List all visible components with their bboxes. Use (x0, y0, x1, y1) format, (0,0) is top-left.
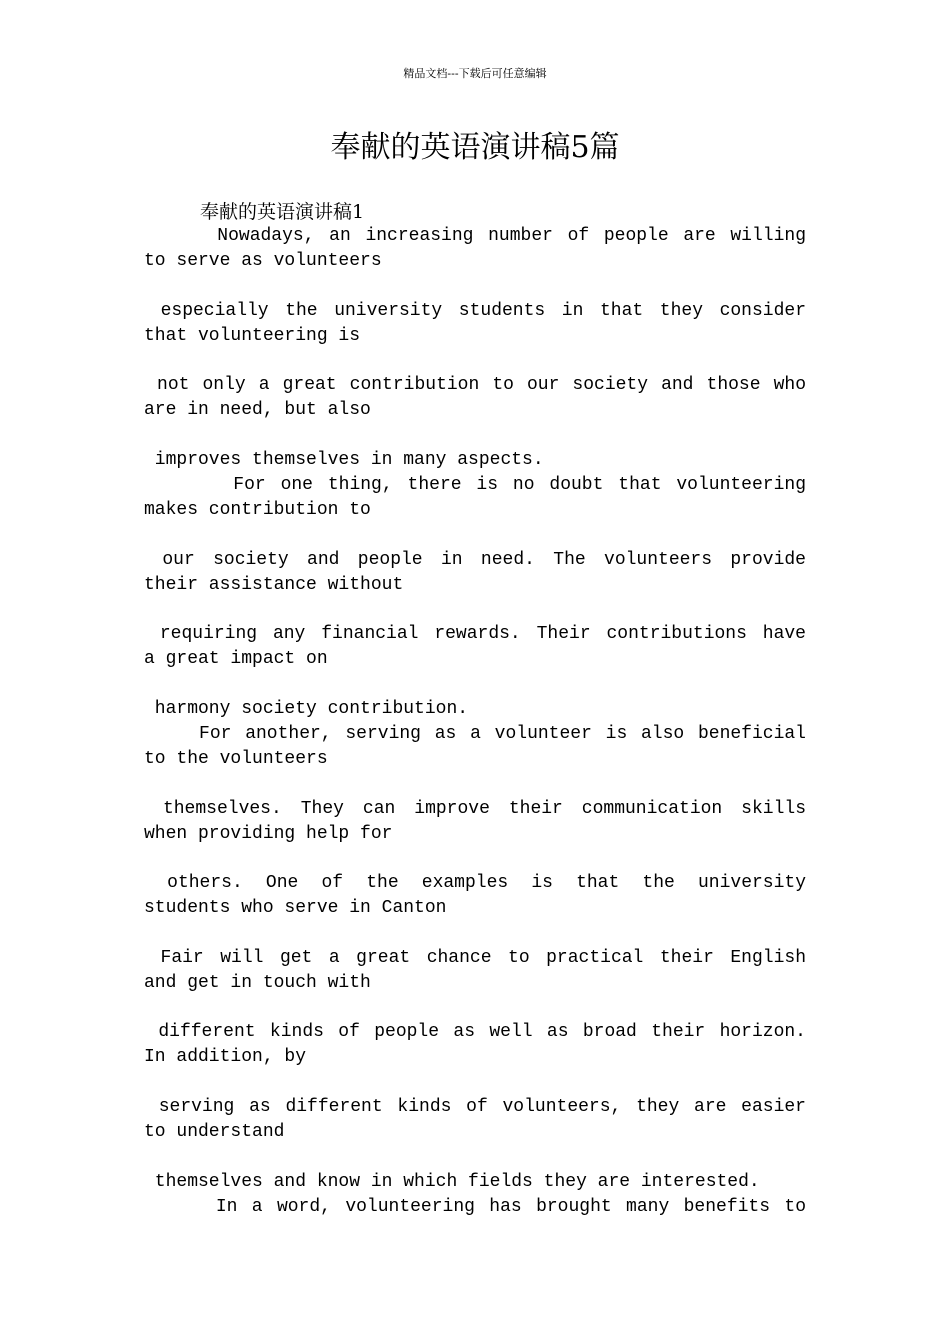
document-title: 奉献的英语演讲稿5篇 (330, 130, 620, 165)
text-line: to serve as volunteers (144, 251, 382, 271)
text-line: serving as different kinds of volunteers, they are easier (144, 1097, 806, 1117)
text-line: our society and people in need. The volunteers provide (144, 550, 806, 570)
text-line: others. One of the examples is that the university (144, 873, 806, 893)
text-line: to understand (144, 1122, 285, 1142)
text-line: their assistance without (144, 575, 404, 595)
text-line: a great impact on (144, 649, 328, 669)
text-line: For another, serving as a volunteer is also beneficial (144, 724, 806, 744)
text-line: different kinds of people as well as broad their horizon. (144, 1022, 806, 1042)
text-line: that volunteering is (144, 326, 361, 346)
text-line: Nowadays, an increasing number of people are willing (144, 226, 806, 246)
text-line: themselves. They can improve their communication skills (144, 799, 806, 819)
text-line: requiring any financial rewards. Their contributions have (144, 624, 806, 644)
text-line: and get in touch with (144, 973, 371, 993)
text-line: makes contribution to (144, 500, 371, 520)
text-line: themselves and know in which fields they are interested. (144, 1172, 760, 1192)
text-line: harmony society contribution. (144, 699, 469, 719)
page-header: 精品文档---下载后可任意编辑 (403, 67, 547, 80)
text-line: especially the university students in that they consider (144, 301, 806, 321)
section-heading: 奉献的英语演讲稿1 (200, 201, 365, 223)
text-line: Fair will get a great chance to practical their English (144, 948, 806, 968)
text-line: For one thing, there is no doubt that volunteering (144, 475, 806, 495)
text-line: students who serve in Canton (144, 898, 447, 918)
text-line: improves themselves in many aspects. (144, 450, 544, 470)
text-line: to the volunteers (144, 749, 328, 769)
text-line: not only a great contribution to our society and those who (144, 375, 806, 395)
text-line: when providing help for (144, 824, 393, 844)
text-line: are in need, but also (144, 400, 371, 420)
text-line: In a word, volunteering has brought many benefits to (144, 1197, 806, 1217)
text-line: In addition, by (144, 1047, 307, 1067)
